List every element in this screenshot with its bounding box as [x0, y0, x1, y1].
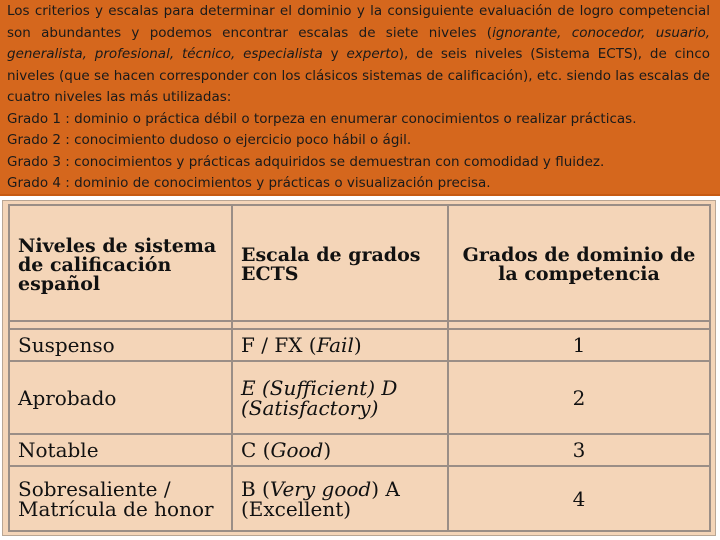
intro-text-2: y	[322, 46, 347, 62]
intro-text-1: Los criterios y escalas para determinar el dominio y la consiguiente evaluación de logro competencial son abundantes y podemos encontrar escalas de siete niveles (	[7, 3, 710, 41]
ects-end: )	[353, 332, 362, 357]
ects-italic: Very good	[269, 476, 372, 501]
cell-spanish: Suspenso	[9, 329, 232, 361]
header-competence-grades: Grados de dominio de la competencia	[448, 205, 710, 321]
cell-grade: 3	[448, 434, 710, 466]
ects-end: )	[323, 438, 332, 463]
table-spacer	[9, 321, 710, 329]
grade-3-line: Grado 3 : conocimientos y prácticas adquiridos se demuestran con comodidad y fluidez.	[7, 153, 605, 170]
cell-grade: 1	[448, 329, 710, 361]
cell-grade: 2	[448, 361, 710, 434]
ects-italic: Good	[270, 438, 324, 463]
ects-italic: E (Sufficient) D (Satisfactory)	[241, 375, 398, 420]
table-row	[9, 434, 710, 466]
cell-spanish: Aprobado	[9, 361, 232, 434]
ects-end: ) A (Excellent)	[241, 476, 400, 521]
table-row	[9, 361, 710, 434]
cell-spanish: Notable	[9, 434, 232, 466]
grade-4-line: Grado 4 : dominio de conocimientos y prácticas o visualización precisa.	[7, 175, 491, 191]
grade-2-line: Grado 2 : conocimiento dudoso o ejercicio poco hábil o ágil.	[7, 132, 412, 148]
ects-text: C (	[241, 438, 271, 463]
intro-levels-italic: ignorante, conocedor, usuario, generalista, profesional, técnico, especialista	[7, 24, 710, 62]
table-row	[9, 329, 710, 361]
intro-text-3: ), de seis niveles (Sistema ECTS), de cinco niveles (que se hacen corresponder con los clásicos sistemas de calificación), etc. siendo las escalas de cuatro niveles las más utilizadas:	[7, 46, 710, 105]
ects-text: B (	[241, 476, 270, 501]
cell-grade: 4	[448, 466, 710, 531]
grading-table	[8, 204, 711, 532]
ects-italic: Fail	[316, 332, 354, 357]
intro-text-box	[0, 0, 720, 196]
ects-text: F / FX (	[241, 332, 317, 357]
header-ects-scale: Escala de grados ECTS	[232, 205, 448, 321]
table-row	[9, 466, 710, 531]
grade-1-line: Grado 1 : dominio o práctica débil o torpeza en enumerar conocimientos o realizar prácticas.	[7, 110, 637, 127]
intro-paragraph	[7, 1, 710, 109]
intro-expert-italic: experto	[346, 46, 399, 62]
cell-ects	[232, 361, 448, 434]
table-header-row	[9, 205, 710, 321]
cell-ects	[232, 434, 448, 466]
cell-ects	[232, 329, 448, 361]
cell-ects	[232, 466, 448, 531]
table-frame	[0, 196, 720, 540]
header-spanish-system: Niveles de sistema de calificación español	[9, 205, 232, 321]
cell-spanish: Sobresaliente / Matrícula de honor	[9, 466, 232, 531]
grading-table-panel	[2, 200, 716, 536]
